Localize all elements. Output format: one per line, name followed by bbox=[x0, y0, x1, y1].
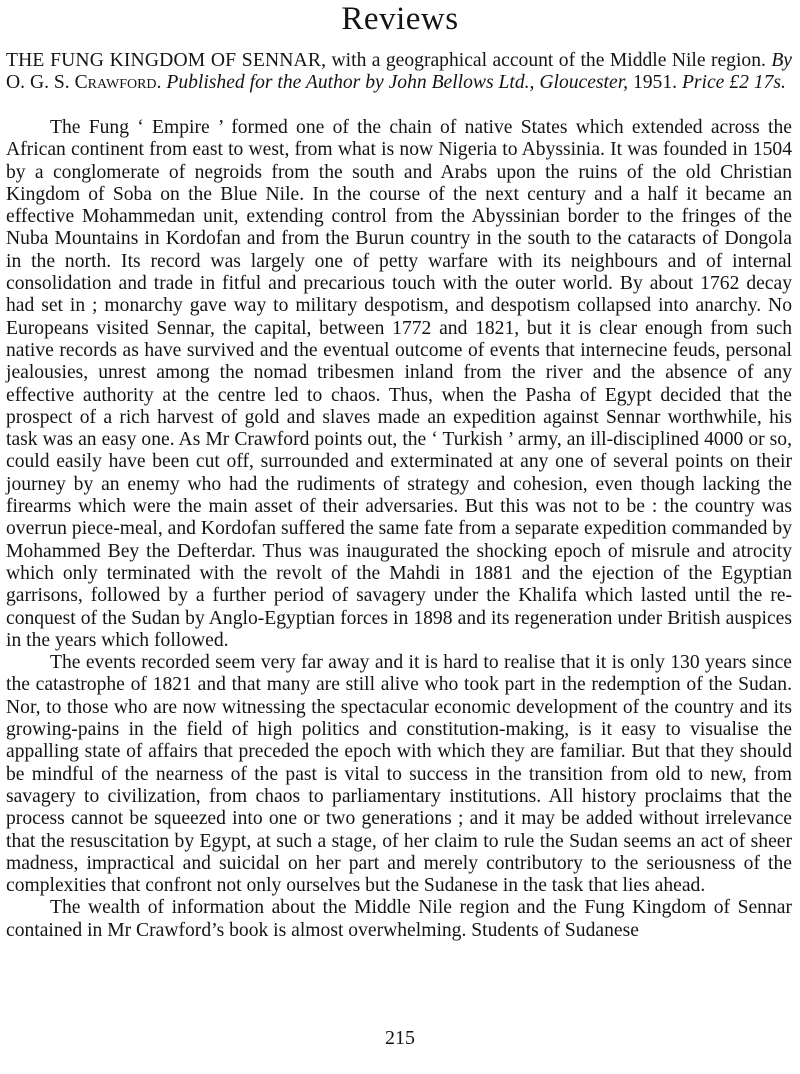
book-year: 1951. bbox=[632, 72, 678, 94]
book-price-label: Price bbox=[681, 72, 725, 94]
book-author: O. G. S. Crawford. bbox=[6, 72, 162, 94]
book-citation bbox=[6, 50, 792, 95]
page-number: 215 bbox=[385, 1027, 415, 1049]
review-body bbox=[6, 117, 792, 942]
book-publisher: Published for the Author by John Bellows Ltd., Gloucester, bbox=[166, 72, 629, 94]
review-paragraph-3: The wealth of information about the Middle Nile region and the Fung Kingdom of Sennar contained in Mr Crawford’s book is almost overwhelming. Students of Sudanese bbox=[6, 897, 792, 941]
section-heading: Reviews bbox=[341, 1, 459, 37]
book-subtitle: with a geographical account of the Middle Nile region. bbox=[326, 50, 766, 71]
book-title: THE FUNG KINGDOM OF SENNAR, bbox=[6, 50, 327, 71]
review-paragraph-1: The Fung ‘ Empire ’ formed one of the chain of native States which extended across the African continent from east to west, from what is now Nigeria to Abyssinia. It was founded in 1504 by a conglomerate of negroids from the south and Arabs upon the ruins of the old Christian Kingdom of Soba on the Blue Nile. In the course of the next century and a half it became an effective Mohammedan unit, extending control from the Abyssinian border to the fringes of the Nuba Mountains in Kordofan and from the Burun country in the south to the cataracts of Dongola in the north. Its record was largely one of petty warfare with its neighbours and of internal consolidation and trade in fitful and precarious touch with the outer world. By about 1762 decay had set in ; monarchy gave way to military despotism, and despotism collapsed into anarchy. No Europeans visited Sennar, the capital, between 1772 and 1821, but it is clear enough from such native records as have survived and the eventual outcome of events that internecine feuds, personal jealousies, unrest among the nomad tribesmen inland from the river and the absence of any effective authority at the centre led to chaos. Thus, when the Pasha of Egypt decided that the prospect of a rich harvest of gold and slaves made an expedition against Sennar worthwhile, his task was an easy one. As Mr Crawford points out, the ‘ Turkish ’ army, an ill-disciplined 4000 or so, could easily have been cut off, surrounded and exterminated at any one of several points on their journey by an enemy who had the rudiments of strategy and cohesion, even though lacking the firearms which were the main asset of their adversaries. But this was not to be : the country was overrun piece-meal, and Kordofan suffered the same fate from a separate expedition commanded by Mohammed Bey the Defterdar. Thus was inaugurated the shocking epoch of misrule and atrocity which only terminated with the revolt of the Mahdi in 1881 and the ejection of the Egyptian garrisons, followed by a further period of savagery under the Khalifa which lasted until the re-conquest of the Sudan by Anglo-Egyptian forces in 1898 and its regeneration under British auspices in the years which followed. bbox=[6, 117, 792, 651]
book-price: £2 17s. bbox=[729, 72, 786, 94]
citation-by: By bbox=[771, 50, 792, 71]
review-paragraph-2: The events recorded seem very far away and it is hard to realise that it is only 130 years since the catastrophe of 1821 and that many are still alive who took part in the redemption of the Sudan. Nor, to those who are now witnessing the spectacular economic development of the country and its growing-pains in the field of high politics and constitution-making, is it easy to visualise the appalling state of affairs that preceded the epoch with which they are familiar. But that they should be mindful of the nearness of the past is vital to success in the transition from old to new, from savagery to civilization, from chaos to parliamentary institutions. All history proclaims that the process cannot be squeezed into one or two generations ; and it may be added without irrelevance that the resuscitation by Egypt, at such a stage, of her claim to rule the Sudan seems an act of sheer madness, impractical and suicidal on her part and merely contributory to the seriousness of the complexities that confront not only ourselves but the Sudanese in the task that lies ahead. bbox=[6, 652, 792, 897]
